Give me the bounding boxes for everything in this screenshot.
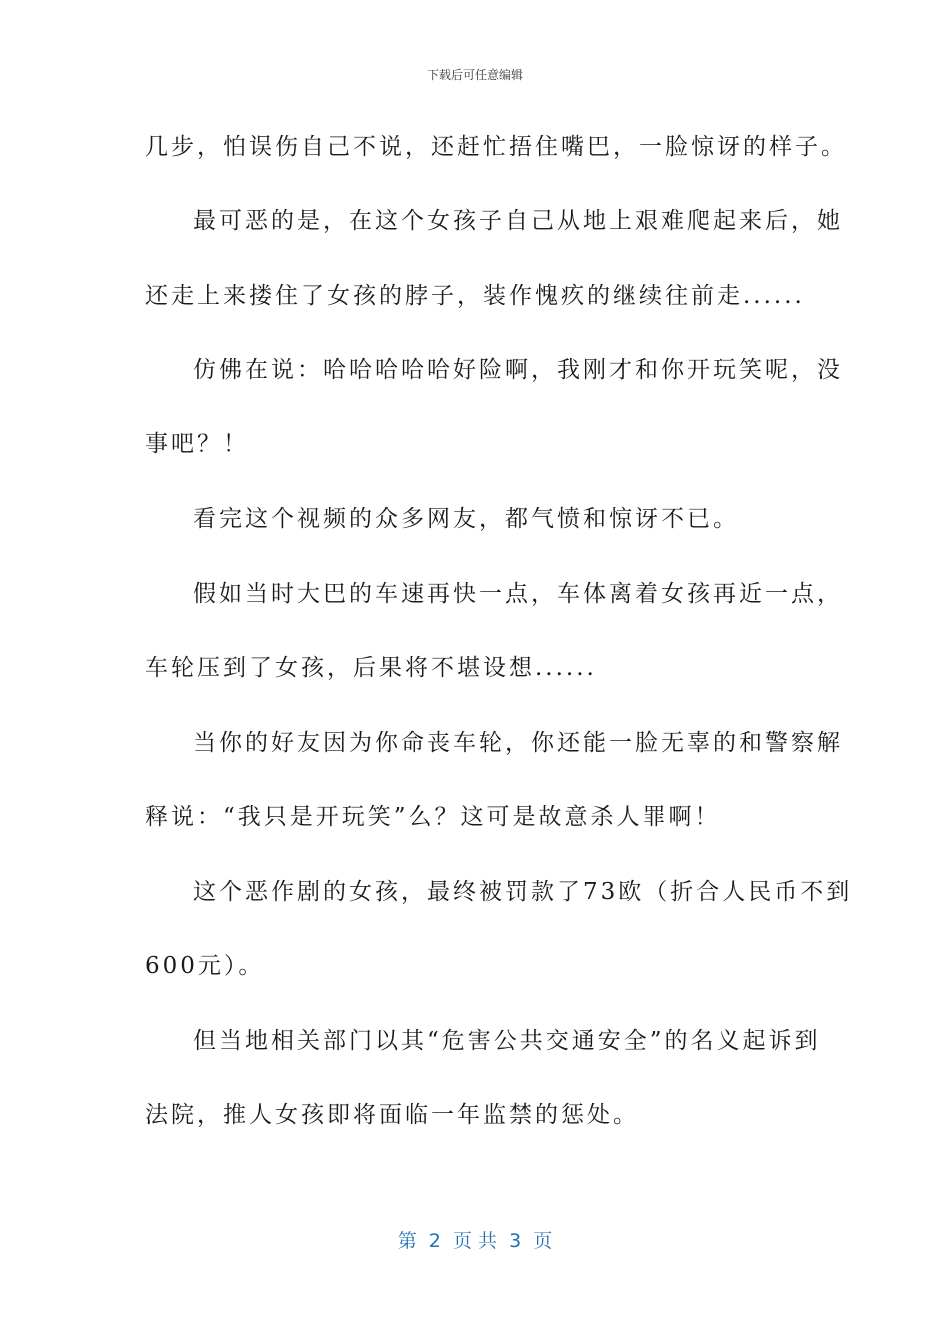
text-line-9: 当你的好友因为你命丧车轮，你还能一脸无辜的和警察解 [193, 730, 843, 756]
text-line-14: 法院，推人女孩即将面临一年监禁的惩处。 [145, 1102, 639, 1128]
page-number-footer: 第 2 页 共 3 页 [397, 1230, 553, 1252]
text-line-2: 最可恶的是，在这个女孩子自己从地上艰难爬起来后，她 [193, 208, 843, 234]
text-line-12: 600元）。 [145, 953, 265, 979]
text-line-8: 车轮压到了女孩，后果将不堪设想...... [145, 655, 597, 681]
text-line-6: 看完这个视频的众多网友，都气愤和惊讶不已。 [193, 506, 739, 532]
page-header: 下载后可任意编辑 [426, 68, 523, 82]
text-line-1: 几步，怕误伤自己不说，还赶忙捂住嘴巴，一脸惊讶的样子。 [145, 134, 847, 160]
text-line-4: 仿佛在说：哈哈哈哈哈好险啊，我刚才和你开玩笑呢，没 [193, 357, 843, 383]
text-line-10: 释说：“我只是开玩笑”么？这可是故意杀人罪啊！ [145, 804, 721, 830]
text-line-5: 事吧？！ [145, 431, 249, 457]
text-line-7: 假如当时大巴的车速再快一点，车体离着女孩再近一点， [193, 581, 843, 607]
text-line-11: 这个恶作剧的女孩，最终被罚款了73欧（折合人民币不到 [193, 879, 853, 905]
text-line-3: 还走上来搂住了女孩的脖子，装作愧疚的继续往前走...... [145, 283, 805, 309]
text-line-13: 但当地相关部门以其“危害公共交通安全”的名义起诉到 [193, 1028, 821, 1054]
